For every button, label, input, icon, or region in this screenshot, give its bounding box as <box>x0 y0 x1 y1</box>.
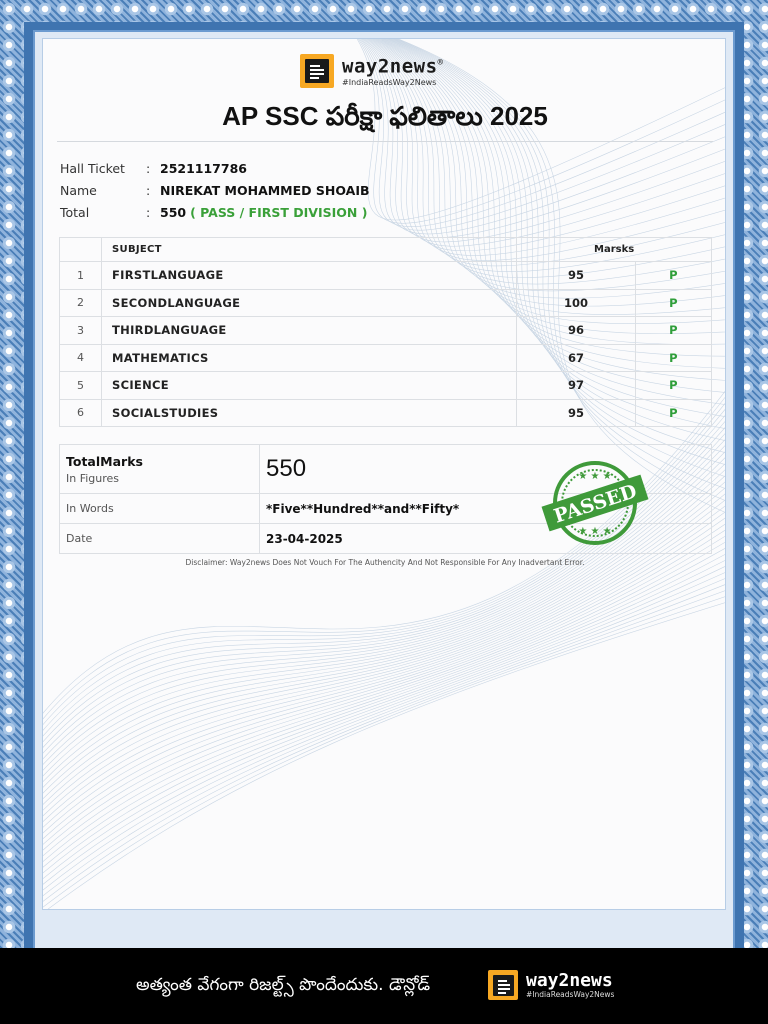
subject-marks: 95 <box>517 262 635 290</box>
divider <box>57 141 713 142</box>
total-words-value: *Five**Hundred**and**Fifty* <box>260 494 712 524</box>
brand-name: way2news® <box>342 55 444 78</box>
page-title: AP SSC పరీక్షా ఫలితాలు 2025 <box>222 101 548 131</box>
download-cta[interactable]: అత్యంత వేగంగా రిజల్ట్స్ పొందేందుకు. డౌన్లోడ్ <box>136 975 431 995</box>
subject-name: SCIENCE <box>102 372 517 400</box>
marks-table <box>59 237 712 427</box>
stamp-text: PASSED <box>551 480 640 528</box>
date-label: Date <box>60 524 260 554</box>
subject-marks: 95 <box>517 399 635 427</box>
subject-result: P <box>635 372 711 400</box>
total-row <box>60 201 370 223</box>
subject-header: SUBJECT <box>102 238 517 262</box>
newspaper-icon <box>300 54 334 88</box>
row-number: 4 <box>60 344 102 372</box>
separator: : <box>146 204 151 220</box>
svg-text:★ ★ ★: ★ ★ ★ <box>578 471 612 482</box>
total-value: 550 <box>160 204 187 220</box>
table-row <box>60 372 712 400</box>
subject-result: P <box>635 344 711 372</box>
subject-name: THIRDLANGUAGE <box>102 317 517 345</box>
row-number: 3 <box>60 317 102 345</box>
hall-ticket-label: Hall Ticket <box>60 160 125 176</box>
footer-brand-name: way2news <box>526 969 613 991</box>
name-label: Name <box>60 182 97 198</box>
table-row <box>60 262 712 290</box>
way2news-logo <box>300 52 443 90</box>
subject-marks: 96 <box>517 317 635 345</box>
pass-status: ( PASS / FIRST DIVISION ) <box>190 204 368 220</box>
row-number: 6 <box>60 399 102 427</box>
separator: : <box>146 160 151 176</box>
marks-header: Marsks <box>517 238 712 262</box>
subject-result: P <box>635 399 711 427</box>
in-figures-label: In Figures <box>66 471 120 485</box>
total-marks-label: TotalMarks <box>66 453 143 469</box>
subject-name: SOCIALSTUDIES <box>102 399 517 427</box>
download-banner[interactable] <box>0 948 768 1024</box>
subject-result: P <box>635 289 711 317</box>
brand-tagline: #IndiaReadsWay2News <box>342 77 437 87</box>
svg-text:★ ★ ★: ★ ★ ★ <box>578 526 612 537</box>
footer-logo[interactable] <box>488 970 614 1000</box>
total-figures-value: 550 <box>266 455 307 482</box>
subject-result: P <box>635 317 711 345</box>
row-number: 1 <box>60 262 102 290</box>
subject-name: SECONDLANGUAGE <box>102 289 517 317</box>
subject-result: P <box>635 262 711 290</box>
student-name: NIREKAT MOHAMMED SHOAIB <box>160 182 370 198</box>
table-header <box>60 238 712 262</box>
name-row <box>60 179 370 201</box>
subject-name: FIRSTLANGUAGE <box>102 262 517 290</box>
separator: : <box>146 182 151 198</box>
footer-brand-tagline: #IndiaReadsWay2News <box>526 989 615 999</box>
date-value: 23-04-2025 <box>260 524 712 554</box>
disclaimer: Disclaimer: Way2news Does Not Vouch For The Authencity And Not Responsible For Any Inadvertant Error. <box>185 558 585 567</box>
passed-stamp-icon <box>535 459 655 547</box>
row-number: 2 <box>60 289 102 317</box>
result-sheet <box>42 38 726 910</box>
subject-marks: 67 <box>517 344 635 372</box>
total-label: Total <box>60 204 90 220</box>
hall-ticket-row <box>60 157 370 179</box>
newspaper-icon <box>488 970 518 1000</box>
row-number: 5 <box>60 372 102 400</box>
student-info <box>60 157 370 223</box>
in-words-label: In Words <box>60 494 260 524</box>
table-row <box>60 399 712 427</box>
hall-ticket-value: 2521117786 <box>160 160 247 176</box>
table-row <box>60 317 712 345</box>
table-row <box>60 344 712 372</box>
subject-name: MATHEMATICS <box>102 344 517 372</box>
subject-marks: 97 <box>517 372 635 400</box>
table-row <box>60 289 712 317</box>
subject-marks: 100 <box>517 289 635 317</box>
